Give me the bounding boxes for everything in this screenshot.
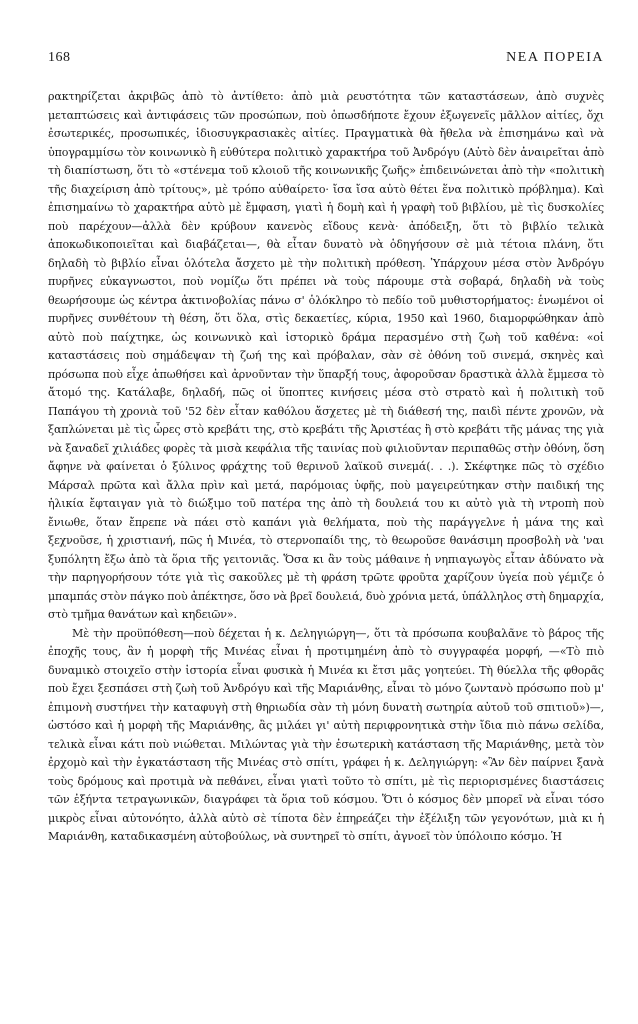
page-number: 168 [48, 50, 71, 65]
journal-title: ΝΕΑ ΠΟΡΕΙΑ [506, 50, 604, 65]
body-paragraph-1: ρακτηρίζεται ἀκριβῶς ἀπὸ τὸ ἀντίθετο: ἀπὸ μιὰ ρευστότητα τῶν καταστάσεων, ἀπὸ συχνὲς μεταπτώσεις καὶ ἀντιφάσεις τῶν προσώπων, ποὺ ὁπωσδήποτε ἔχουν ἐξωγενεῖς μᾶλλον αἰτίες, ὄχι ἐσωτερικές, προσωπικές, ἰδιοσυγκρασιακὲς αἰτίες. Πραγματικὰ θὰ ἤθελα νὰ ἐπισημάνω καὶ νὰ ὑπογραμμίσω τὸν κοινωνικὸ ἢ εὐθύτερα πολιτικὸ χαρακτήρα τοῦ Ἀνδρόγυ (Αὐτὸ δὲν ἀναιρεῖται ἀπὸ τὴ διαπίστωση, ὅτι τὸ «στένεμα τοῦ κλοιοῦ τῆς κοινωνικῆς ζωῆς» ἐπιδεινώνεται ἀπὸ τὴν «πολιτικὴ τῆς διαχείριση ἀπὸ τρίτους», μὲ τρόπο αὐθαίρετο· ἴσα ἴσα αὐτὸ θέτει ἕνα πολιτικὸ πρόβλημα). Καὶ ἐπισημαίνω τὸ χαρακτήρα αὐτὸ μὲ ἔμφαση, γιατὶ ἡ δομὴ καὶ ἡ γραφὴ τοῦ βιβλίου, μὲ τὶς δυσκολίες ποὺ παρέχουν—ἀλλὰ δὲν κρύβουν κανενὸς εἴδους κενὰ· ἀπόδειξη, ὅτι τὸ βιβλίο τελικὰ ἀποκωδικοποιεῖται καὶ διαβάζεται—, θὰ εἶταν δυνατὸ νὰ ὁδηγήσουν σὲ μιὰ τέτοια πλάνη, ὅτι δηλαδὴ τὸ βιβλίο εἶναι ὁλότελα ἄσχετο μὲ τὴν πολιτικὴ πρόθεση. Ὑπάρχουν μέσα στὸν Ἀνδρόγυ πυρῆνες εὐκαγνωστοι, ποὺ νομίζω ὅτι πρέπει νὰ τοὺς πάρουμε στὰ σοβαρά, δηλαδὴ νὰ τοὺς θεωρήσουμε ὡς κέντρα ἀκτινοβολίας πάνω σ' ὁλόκληρο τὸ πεδίο τοῦ μυθιστορήματος: ἑνωμένοι οἱ πυρῆνες συνθέτουν τὴ θέση, ὅτι ὅλα, στὶς δεκαετίες, κύρια, 1950 καὶ 1960, διαμορφώθηκαν ἀπὸ αὐτὸ ποὺ παίχτηκε, ὡς κοινωνικὸ καὶ ἱστορικὸ δράμα περασμένο στὴ ζωὴ τοῦ καθένα: «οἱ καταστάσεις ποὺ σημάδεψαν τὴ ζωή της καὶ πρόβαλαν, σὰν σὲ ὀθόνη τοῦ σινεμά, σκηνὲς καὶ πρόσωπα ποὺ εἶχε ἀπωθήσει καὶ ἀρνοῦνταν τὴν ὕπαρξή τους, ἀφοροῦσαν δραστικὰ ἀλλὰ ἔμμεσα τὸ ἄτομό της. Κατάλαβε, δηλαδή, πῶς οἱ ὕποπτες κινήσεις μέσα στὸ στρατὸ καὶ ἡ πολιτικὴ τοῦ Παπάγου τὴ χρονιὰ τοῦ '52 δὲν εἶταν καθόλου ἄσχετες μὲ τὴ διάθεσή της, παιδὶ πέντε χρονῶν, νὰ ξαπλώνεται μὲ τὶς ὧρες στὸ κρεβάτι της, στὸ κρεβάτι τῆς Ἀριστέας ἢ στὸ κρεβάτι τῆς μάνας της γιὰ νὰ ξαναδεῖ χιλιάδες φορὲς τὰ μισὰ κεφάλια τῆς ταινίας ποὺ φιλιοῦνταν περιπαθῶς στὴν ὀθόνη, ὅση ἄφηνε νὰ φαίνεται ὁ ξύλινος φράχτης τοῦ θερινοῦ λαϊκοῦ σινεμά(. . .). Σκέφτηκε πῶς τὸ σχέδιο Μάρσαλ πρῶτα καὶ ἄλλα πρὶν καὶ μετά, παρόμοιας ὑφῆς, ποὺ μαγειρεύτηκαν στὴν παιδική της ἡλικία ἔφταιγαν γιὰ τὸ διώξιμο τοῦ πατέρα της ἀπὸ τὴ δουλειά του κι αὐτὸ γιὰ τὴ ντροπὴ ποὺ ἔνιωθε, ὅταν ἔπρεπε νὰ πάει στὸ καπάνι γιὰ θελήματα, ποὺ τὴς παράγγελνε ἡ μάνα της καὶ ξεχνοῦσε, ἡ χριστιανή, πῶς ἡ Μινέα, τὸ στερνοπαίδι της, τὸ θεωροῦσε θανάσιμη προσβολὴ νὰ 'ναι ξυπόλητη ἔξω ἀπὸ τὰ ὅρια τῆς γειτονιᾶς. Ὅσα κι ἂν τοὺς μάθαινε ἡ νηπιαγωγὸς εἶταν ἀδύνατο νὰ τὴν παρηγορήσουν τότε γιὰ τὶς σακοῦλες μὲ τὴ φράση τρῶτε φροῦτα χαρίζουν ὑγεία ποὺ γέμιζε ὁ μπαμπάς στὸν πάγκο ποὺ ἀπέκτησε, ὅσο νὰ βρεῖ δουλειά, δυὸ χρόνια μετά, ὑπάλληλος στὴ δημαρχία, στὸ τμῆμα θανάτων καὶ κηδειῶν». [48, 90, 604, 621]
body-paragraph-2: Μὲ τὴν προϋπόθεση—ποὺ δέχεται ἡ κ. Δεληγιώργη—, ὅτι τὰ πρόσωπα κουβαλᾶνε τὸ βάρος τῆς ἐποχῆς τους, ἂν ἡ μορφὴ τῆς Μινέας εἶναι ἡ προτιμημένη ἀπὸ τὸ συγγραφέα μορφή, —«Τὸ πιὸ δυναμικὸ στοιχεῖο στὴν ἱστορία εἶναι φυσικὰ ἡ Μινέα κι ἔτσι μᾶς γοητεύει. Τὴ θύελλα τῆς φθορᾶς ποὺ ἔχει ξεσπάσει στὴ ζωὴ τοῦ Ἀνδρόγυ καὶ τῆς Μαριάνθης, εἶναι τὸ μόνο ζωντανὸ πρόσωπο ποὺ μ' ἐπιμονὴ συστήνει τὴν καταφυγὴ στὴ θηριωδία σὰν τὴ μόνη δυνατὴ σωτηρία αὐτοῦ τοῦ σπιτιοῦ»)—, ὡστόσο καὶ ἡ μορφὴ τῆς Μαριάνθης, ἂς μιλάει γι' αὐτὴ περιφρονητικὰ στὴν ἴδια πιὸ πάνω σελίδα, τελικὰ εἶναι κάτι ποὺ νιώθεται. Μιλώντας γιὰ τὴν ἐσωτερικὴ κατάσταση τῆς Μαριάνθης, μετὰ τὸν ἐρχομὸ καὶ τὴν ἐγκατάσταση τῆς Μινέας στὸ σπίτι, γράφει ἡ κ. Δεληγιώργη: «Ἂν δὲν παίρνει ξανὰ τοὺς δρόμους καὶ προτιμὰ νὰ πεθάνει, εἶναι γιατὶ τοῦτο τὸ σπίτι, μὲ τὶς περιορισμένες διαστάσεις τῶν ἐξήντα τετραγωνικῶν, διαγράφει τὰ ὅρια τοῦ κόσμου. Ὅτι ὁ κόσμος δὲν μπορεῖ νὰ εἶναι τόσο μικρὸς εἶναι αὐτονόητο, ἀλλὰ αὐτὸ σὲ τίποτα δὲν ἐπηρεάζει τὴν ἐξέλιξη τῶν γεγονότων, μιὰ κι ἡ Μαριάνθη, καταδικασμένη αὐτοβούλως, νὰ συντηρεῖ τὸ σπίτι, ἀγνοεῖ τὸν ὑπόλοιπο κόσμο. Ἡ [48, 626, 604, 843]
running-header [48, 50, 604, 66]
article-body [48, 88, 604, 847]
